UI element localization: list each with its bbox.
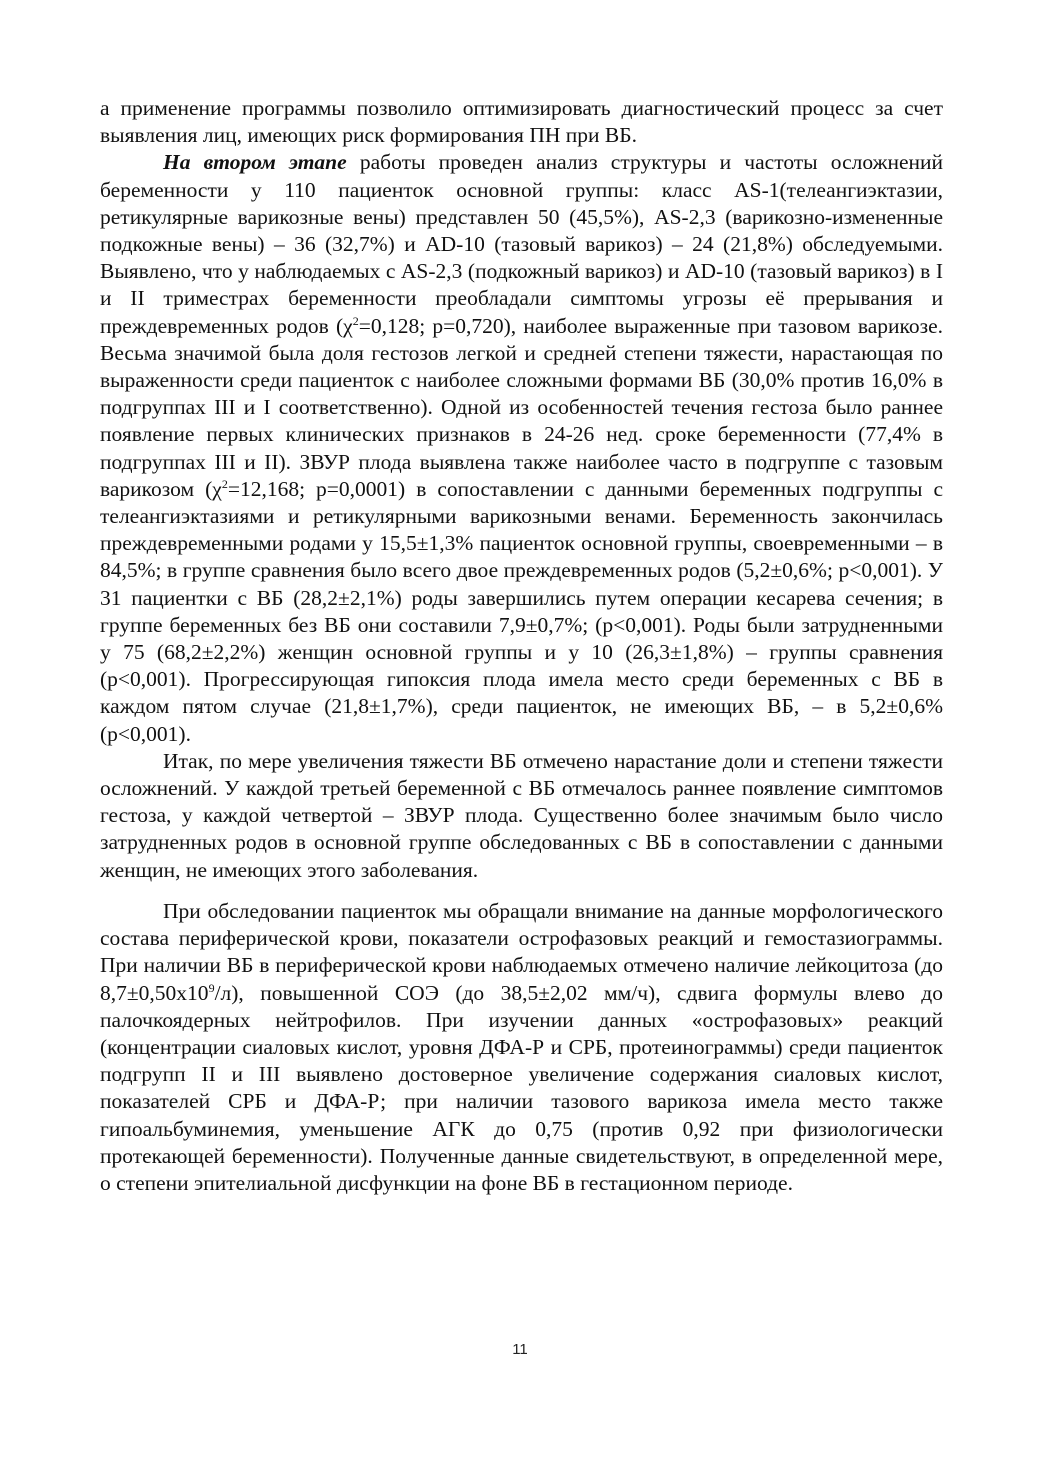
paragraph-1 (100, 95, 943, 149)
page-number: 11 (512, 1341, 528, 1358)
exponent-superscript: 9 (208, 980, 215, 995)
paragraph-2-part-2: =0,128; р=0,720), наиболее выраженные при тазовом варикозе. Весьма значимой была доля гестозов легкой и средней степени тяжести, нарастающая по выраженности среди пациенток с наиболее сложными формами ВБ (30,0% против 16,0% в подгруппах III и I соответственно). Одной из особенностей течения гестоза было раннее появление первых клинических признаков в 24-26 нед. сроке беременности (77,4% в подгруппах III и II). ЗВУР плода выявлена также наиболее часто в подгруппе с тазовым варикозом (χ (100, 313, 944, 501)
chi-square-superscript-1: 2 (352, 313, 359, 328)
document-page (100, 95, 943, 1197)
paragraph-4-part-2: /л), повышенной СОЭ (до 38,5±2,02 мм/ч), сдвига формулы влево до палочкоядерных нейтрофилов. При изучении данных «острофазовых» реакций (концентрации сиаловых кислот, уровня ДФА-Р и СРБ, протеинограммы) среди пациенток подгрупп II и III выявлено достоверное увеличение содержания сиаловых кислот, показателей СРБ и ДФА-Р; при наличии тазового варикоза имела место также гипоальбуминемия, уменьшение АГК до 0,75 (против 0,92 при физиологически протекающей беременности). Полученные данные свидетельствуют, в определенной мере, о степени эпителиальной дисфункции на фоне ВБ в гестационном периоде. (100, 980, 943, 1195)
paragraph-4 (100, 898, 943, 1197)
paragraph-1-text: а применение программы позволило оптимизировать диагностический процесс за счет выявления лиц, имеющих риск формирования ПН при ВБ. (100, 96, 943, 148)
paragraph-3 (100, 748, 943, 884)
paragraph-2-part-1: работы проведен анализ структуры и частоты осложнений беременности у 110 пациенток основной группы: класс AS-1(телеангиэктазии, ретикулярные варикозные вены) представлен 50 (45,5%), AS-2,3 (варикозно-измененные подкожные вены) – 36 (32,7%) и AD-10 (тазовый варикоз) – 24 (21,8%) обследуемыми. Выявлено, что у наблюдаемых с AS-2,3 (подкожный варикоз) и AD-10 (тазовый варикоз) в I и II триместрах беременности преобладали симптомы угрозы её прерывания и преждевременных родов (χ (100, 150, 944, 338)
paragraph-3-text: Итак, по мере увеличения тяжести ВБ отмечено нарастание доли и степени тяжести осложнений. У каждой третьей беременной с ВБ отмечалось раннее появление симптомов гестоза, у каждой четвертой – ЗВУР плода. Существенно более значимым было число затрудненных родов в основной группе обследованных с ВБ в сопоставлении с данными женщин, не имеющих этого заболевания. (100, 748, 943, 882)
paragraph-2-part-3: =12,168; р=0,0001) в сопоставлении с данными беременных подгруппы с телеангиэктазиями и ретикулярными варикозными венами. Беременность закончилась преждевременными родами у 15,5±1,3% пациенток основной группы, своевременными – в 84,5%; в группе сравнения было всего двое преждевременных родов (5,2±0,6%; р<0,001). У 31 пациентки с ВБ (28,2±2,1%) роды завершились путем операции кесарева сечения; в группе беременных без ВБ они составили 7,9±0,7%; (р<0,001). Роды были затрудненными у 75 (68,2±2,2%) женщин основной группы и у 10 (26,3±1,8%) – группы сравнения (р<0,001). Прогрессирующая гипоксия плода имела место среди беременных с ВБ в каждом пятом случае (21,8±1,7%), среди пациенток, не имеющих ВБ, – в 5,2±0,6% (р<0,001). (100, 476, 943, 746)
paragraph-2 (100, 149, 943, 747)
paragraph-4-part-1: При обследовании пациенток мы обращали внимание на данные морфологического состава периферической крови, показатели острофазовых реакций и гемостазиограммы. При наличии ВБ в периферической крови наблюдаемых отмечено наличие лейкоцитоза (до 8,7±0,50х10 (100, 898, 943, 1005)
paragraph-2-lead: На втором этапе (163, 150, 347, 175)
chi-square-superscript-2: 2 (221, 476, 228, 491)
